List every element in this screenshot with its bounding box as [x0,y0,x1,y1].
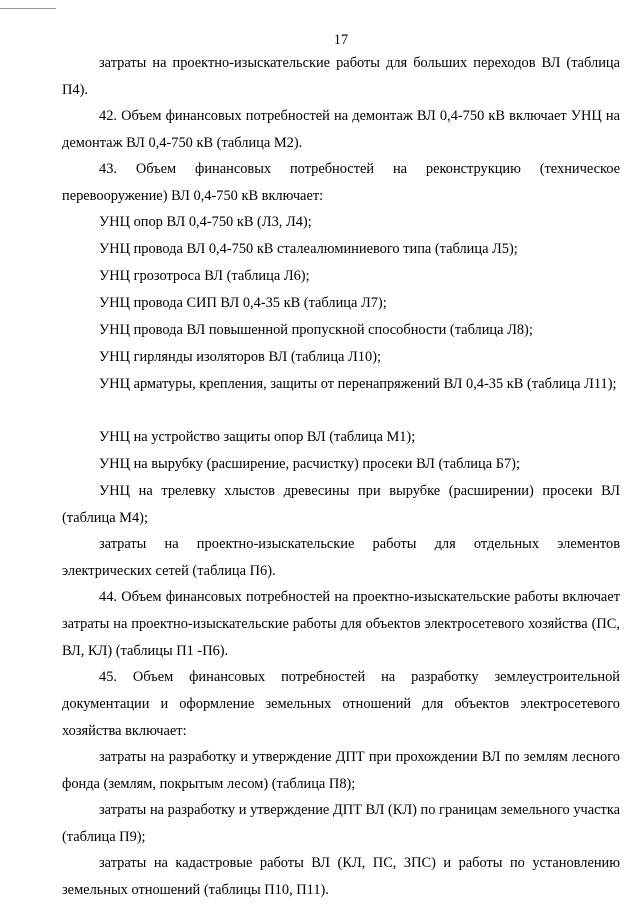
list-item-sip-wire: УНЦ провода СИП ВЛ 0,4-35 кВ (таблица Л7); [99,295,387,311]
paragraph-timber-skidding: УНЦ на трелевку хлыстов древесины при вырубке (расширении) просеки ВЛ (таблица М4); [62,483,620,526]
list-item-clearing-cutting: УНЦ на вырубку (расширение, расчистку) просеки ВЛ (таблица Б7); [99,456,520,472]
page-number: 17 [333,32,349,48]
paragraph-design-costs-network-elements: затраты на проектно-изыскательские работы для отдельных элементов электрических сетей (таблица П6). [62,536,620,579]
paragraph-design-costs-large-crossings: затраты на проектно-изыскательские работы для больших переходов ВЛ (таблица П4). [62,55,620,98]
paragraph-fittings-surge-protection: УНЦ арматуры, крепления, защиты от перенапряжений ВЛ 0,4-35 кВ (таблица Л11); [99,376,617,392]
paragraph-42-dismantling: 42. Объем финансовых потребностей на демонтаж ВЛ 0,4-750 кВ включает УНЦ на демонтаж ВЛ 0,4-750 кВ (таблица М2). [62,108,620,151]
paragraph-43-reconstruction: 43. Объем финансовых потребностей на реконструкцию (техническое перевооружение) ВЛ 0,4-750 кВ включает: [62,161,620,204]
list-item-support-protection: УНЦ на устройство защиты опор ВЛ (таблица М1); [99,429,416,445]
list-item-insulator-strings: УНЦ гирлянды изоляторов ВЛ (таблица Л10); [99,349,381,365]
paragraph-44-design-works: 44. Объем финансовых потребностей на проектно-изыскательские работы включает затраты на проектно-изыскательские работы для объектов электросетевого хозяйства (ПС, ВЛ, КЛ) (таблицы П1 -П6). [62,589,620,659]
list-item-steel-aluminium-wire: УНЦ провода ВЛ 0,4-750 кВ сталеалюминиевого типа (таблица Л5); [99,241,518,257]
paragraph-45-land-documentation: 45. Объем финансовых потребностей на разработку землеустроительной документации и оформление земельных отношений для объектов электросетевого хозяйства включает: [62,669,620,739]
list-item-supports: УНЦ опор ВЛ 0,4-750 кВ (Л3, Л4); [99,214,312,230]
paragraph-dpt-land-boundaries: затраты на разработку и утверждение ДПТ ВЛ (КЛ) по границам земельного участка (таблица П9); [62,802,620,845]
list-item-ground-wire: УНЦ грозотроса ВЛ (таблица Л6); [99,268,310,284]
list-item-high-capacity-wire: УНЦ провода ВЛ повышенной пропускной способности (таблица Л8); [99,322,533,338]
scan-corner-mark [0,0,56,9]
paragraph-dpt-forest-lands: затраты на разработку и утверждение ДПТ при прохождении ВЛ по землям лесного фонда (землям, покрытым лесом) (таблица П8); [62,749,620,792]
paragraph-cadastral-works: затраты на кадастровые работы ВЛ (КЛ, ПС, ЗПС) и работы по установлению земельных отношений (таблицы П10, П11). [62,855,620,898]
